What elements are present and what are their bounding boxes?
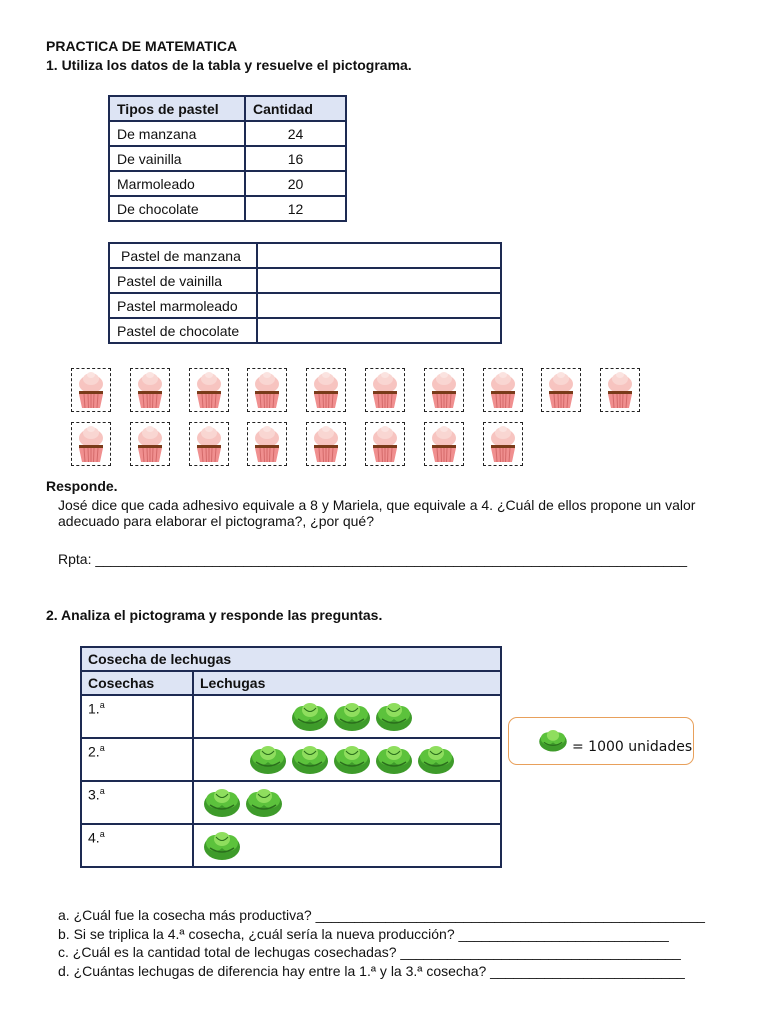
cupcake-icon <box>310 425 342 463</box>
question-1-title: 1. Utiliza los datos de la tabla y resuelve el pictograma. <box>46 57 412 73</box>
picto-label-cell: Pastel marmoleado <box>109 293 257 318</box>
question-d[interactable]: d. ¿Cuántas lechugas de diferencia hay entre la 1.ª y la 3.ª cosecha? _________________________ <box>58 963 685 979</box>
cupcake-icon <box>545 371 577 409</box>
harvest-label: 4.$^a$ <box>81 824 193 867</box>
table-row <box>81 781 501 824</box>
cupcake-icon <box>251 371 283 409</box>
lettuce-icon <box>332 699 372 736</box>
cupcake-sticker[interactable] <box>365 368 405 412</box>
responde-heading: Responde. <box>46 478 118 494</box>
pictogram-legend <box>508 717 694 765</box>
cupcake-icon <box>251 425 283 463</box>
cake-type-cell: Marmoleado <box>109 171 245 196</box>
cupcake-sticker[interactable] <box>71 368 111 412</box>
table-row <box>109 196 346 221</box>
lettuce-icon <box>537 727 569 753</box>
question-a[interactable]: a. ¿Cuál fue la cosecha más productiva? __________________________________________________ <box>58 907 705 923</box>
responde-text-line1: José dice que cada adhesivo equivale a 8 y Mariela, que equivale a 4. ¿Cuál de ellos propone un valor <box>58 497 696 513</box>
lettuce-icon <box>202 785 242 822</box>
page-title: PRACTICA DE MATEMATICA <box>46 38 238 54</box>
table-row <box>109 243 501 268</box>
question-b[interactable]: b. Si se triplica la 4.ª cosecha, ¿cuál sería la nueva producción? ___________________________ <box>58 926 669 942</box>
lettuce-icon <box>248 742 288 779</box>
responde-text-line2: adecuado para elaborar el pictograma?, ¿por qué? <box>58 513 374 529</box>
lettuce-icon <box>202 828 242 865</box>
answer-line[interactable]: Rpta: ____________________________________________________________________________ <box>58 551 688 567</box>
pictogram-answer-table <box>108 242 502 344</box>
lettuce-icon <box>332 742 372 779</box>
cake-qty-cell: 20 <box>245 171 346 196</box>
cupcake-sticker[interactable] <box>189 422 229 466</box>
picto-label-cell: Pastel de vainilla <box>109 268 257 293</box>
table-row <box>81 695 501 738</box>
lettuce-cell <box>193 738 501 781</box>
cupcake-icon <box>134 425 166 463</box>
lettuce-icon <box>416 742 456 779</box>
cake-data-table <box>108 95 347 222</box>
table-row <box>109 318 501 343</box>
lettuce-cell <box>193 781 501 824</box>
cupcake-icon <box>310 371 342 409</box>
cupcake-sticker[interactable] <box>247 422 287 466</box>
cupcake-sticker[interactable] <box>541 368 581 412</box>
cupcake-sticker[interactable] <box>306 422 346 466</box>
harvest-label: 1.$^a$ <box>81 695 193 738</box>
picto-label-cell: Pastel de chocolate <box>109 318 257 343</box>
lettuce-table-title: Cosecha de lechugas <box>81 647 501 671</box>
cupcake-icon <box>428 425 460 463</box>
cupcake-sticker[interactable] <box>130 368 170 412</box>
question-2-title: 2. Analiza el pictograma y responde las preguntas. <box>46 607 383 623</box>
lettuce-cell <box>193 695 501 738</box>
table-row <box>109 293 501 318</box>
cupcake-icon <box>193 425 225 463</box>
cupcake-sticker[interactable] <box>130 422 170 466</box>
cupcake-icon <box>134 371 166 409</box>
cupcake-icon <box>193 371 225 409</box>
picto-label-cell: Pastel de manzana <box>109 243 257 268</box>
header-cake-type: Tipos de pastel <box>109 96 245 121</box>
cupcake-sticker[interactable] <box>247 368 287 412</box>
cake-qty-cell: 24 <box>245 121 346 146</box>
question-c[interactable]: c. ¿Cuál es la cantidad total de lechugas cosechadas? ____________________________________ <box>58 944 681 960</box>
picto-fill-cell[interactable] <box>257 268 501 293</box>
cake-qty-cell: 12 <box>245 196 346 221</box>
lettuce-icon <box>374 699 414 736</box>
legend-text: = 1000 unidades <box>572 739 693 755</box>
cupcake-sticker[interactable] <box>424 422 464 466</box>
picto-fill-cell[interactable] <box>257 293 501 318</box>
cupcake-sticker[interactable] <box>483 422 523 466</box>
lettuce-cell <box>193 824 501 867</box>
cupcake-icon <box>369 371 401 409</box>
cupcake-icon <box>75 371 107 409</box>
cupcake-sticker[interactable] <box>189 368 229 412</box>
cupcake-icon <box>487 371 519 409</box>
lettuce-icon <box>374 742 414 779</box>
header-quantity: Cantidad <box>245 96 346 121</box>
harvest-label: 3.$^a$ <box>81 781 193 824</box>
table-row <box>109 268 501 293</box>
cupcake-icon <box>369 425 401 463</box>
lettuce-pictogram-table <box>80 646 502 868</box>
lettuce-icon <box>290 742 330 779</box>
table-row <box>109 146 346 171</box>
cupcake-sticker[interactable] <box>483 368 523 412</box>
header-lettuces: Lechugas <box>193 671 501 695</box>
cake-type-cell: De manzana <box>109 121 245 146</box>
table-row <box>81 738 501 781</box>
cupcake-sticker[interactable] <box>600 368 640 412</box>
cupcake-sticker[interactable] <box>306 368 346 412</box>
cupcake-sticker[interactable] <box>71 422 111 466</box>
cake-type-cell: De chocolate <box>109 196 245 221</box>
table-row <box>109 171 346 196</box>
cupcake-icon <box>428 371 460 409</box>
cake-type-cell: De vainilla <box>109 146 245 171</box>
cupcake-icon <box>604 371 636 409</box>
picto-fill-cell[interactable] <box>257 318 501 343</box>
picto-fill-cell[interactable] <box>257 243 501 268</box>
cupcake-sticker[interactable] <box>424 368 464 412</box>
lettuce-icon <box>290 699 330 736</box>
cake-qty-cell: 16 <box>245 146 346 171</box>
lettuce-icon <box>244 785 284 822</box>
harvest-label: 2.$^a$ <box>81 738 193 781</box>
cupcake-icon <box>75 425 107 463</box>
cupcake-sticker[interactable] <box>365 422 405 466</box>
table-row <box>109 121 346 146</box>
cupcake-icon <box>487 425 519 463</box>
header-harvest: Cosechas <box>81 671 193 695</box>
table-row <box>81 824 501 867</box>
